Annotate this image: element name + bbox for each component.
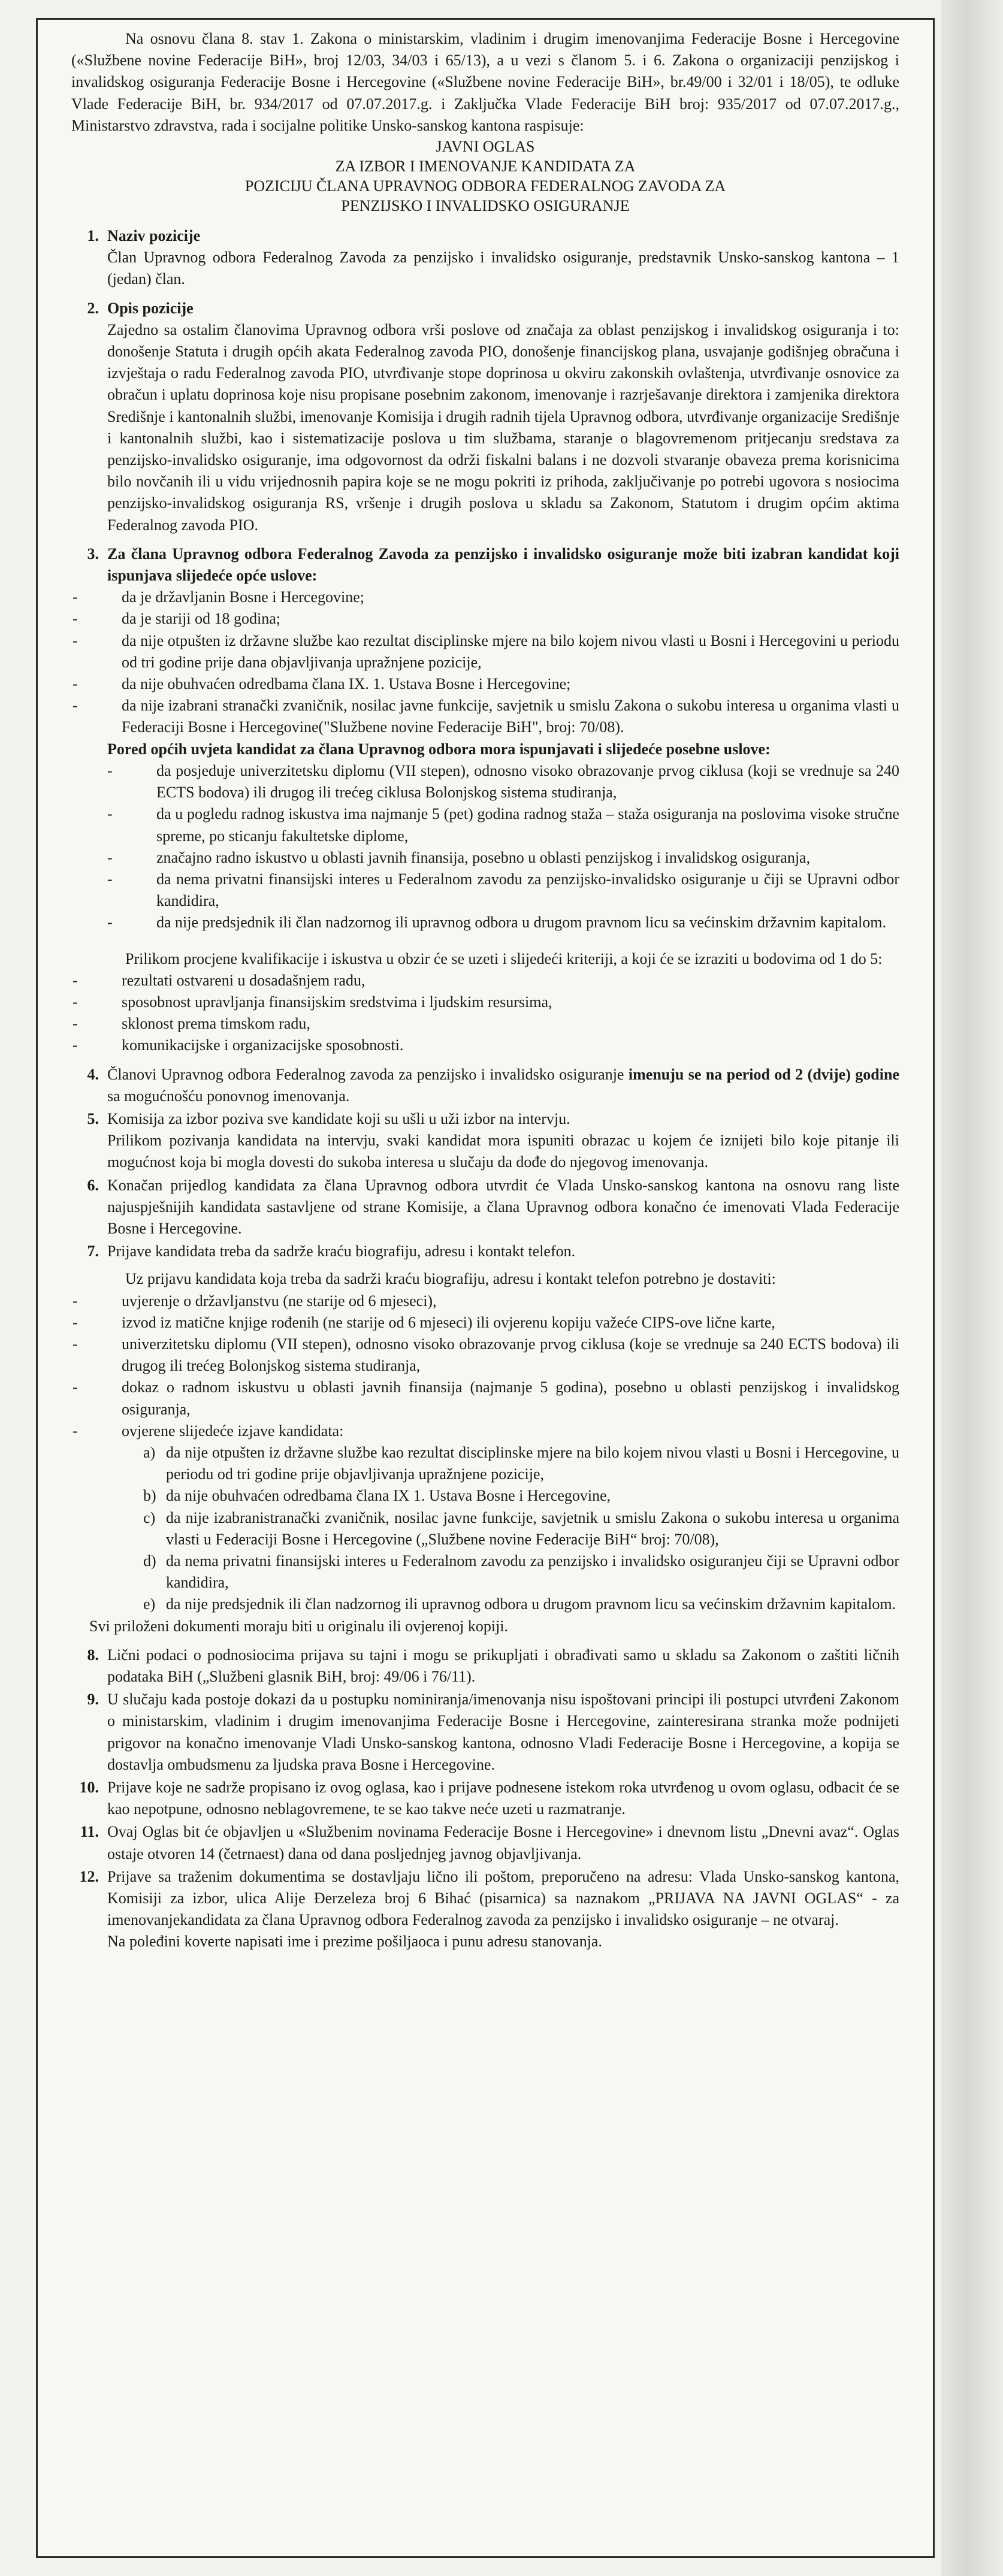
criteria-list (71, 970, 899, 1057)
criteria-intro: Prilikom procjene kvalifikacije i iskustva u obzir će se uzeti i slijedeći kriteriji, a koji će se izraziti u bodovima od 1 do 5: (125, 950, 883, 967)
general-conditions-list (71, 586, 899, 738)
list-item: - da nema privatni finansijski interes u Federalnom zavodu za penzijsko-invalidsko osiguranje u čiji se Upravni odbor kandidira, (107, 870, 899, 910)
statements-list (71, 1442, 899, 1616)
section-text: Na poleđini koverte napisati ime i prezime pošiljaoca i punu adresu stanovanja. (107, 1933, 602, 1951)
section-number: 10. (79, 1779, 99, 1797)
list-item: e) da nije predsjednik ili član nadzornog ili upravnog odbora u drugom pravnom licu sa većinskim državnim kapitalom. (143, 1595, 896, 1613)
list-item: - uvjerenje o državljanstvu (ne starije od 6 mjeseci), (72, 1292, 437, 1310)
list-item: - sklonost prema timskom radu, (72, 1015, 310, 1033)
list-item: - da nije otpušten iz državne službe kao rezultat disciplinske mjere na bilo kojem nivou vlasti u Bosni i Hercegovini u periodu od tri godine prije dana objavljivanja upražnjene pozicije, (72, 631, 899, 671)
list-item: - da je državljanin Bosne i Hercegovine; (72, 588, 365, 606)
section-text: Lični podaci o podnosiocima prijava su tajni i mogu se prikupljati i obrađivati samo u skladu sa Zakonom o zaštiti ličnih podataka BiH („Službeni glasnik BiH, broj: 49/06 i 76/11). (107, 1646, 899, 1686)
closing-note: Svi priloženi dokumenti moraju biti u originalu ili ovjerenoj kopiji. (89, 1617, 509, 1635)
section-number: 12. (79, 1867, 99, 1885)
title-line-4: PENZIJSKO I INVALIDSKO OSIGURANJE (341, 197, 630, 215)
list-item: - da nije predsjednik ili član nadzornog ili upravnog odbora u drugom pravnom licu sa većinskim državnim kapitalom. (107, 914, 887, 932)
section-text: Zajedno sa ostalim članovima Upravnog odbora vrši poslove od značaja za oblast penzijskog i invalidskog osiguranja i to: donošenje Statuta i drugih općih akata Federalnog zavoda PIO, donošenje financijskog plana, usvajanje godišnjeg obračuna i izvještaja o radu Federalnog zavoda PIO, utvrđivanje stope doprinosa u okviru zakonskih ovlaštenja, utvrđivanje osnovice za obračun i uplatu doprinosa koje nisu propisane posebnim zakonom, imenovanje i razrješavanje direktora i zamjenika direktora Središnje i kantonalnih službi, imenovanje Komisija i drugih radnih tijela Upravnog odbora, utvrđivanje organizacije Središnje i kantonalnih službi, kao i sistematizacije poslova u tim službama, staranje o blagovremenom pritjecanju sredstava za penzijsko-invalidsko osiguranje, ima odgovornost da održi fiskalni balans i ne dozvoli stvaranje obaveza prema korisnicima bilo novčanih ili u vidu vrijednosnih papira koje se ne mogu pokriti iz prihoda, zaključivanje po potrebi ugovora s nosiocima penzijsko-invalidskog osiguranja RS, vršenje i drugih poslova u skladu sa Zakonom, Statutom i drugim općim aktima Federalnog zavoda PIO. (107, 321, 899, 534)
section-3 (71, 543, 899, 586)
section-text: Prijave sa traženim dokumentima se dostavljaju lično ili poštom, preporučeno na adresu: Vlada Unsko-sanskog kantona, Komisiji za izbor, ulica Alije Đerzeleza broj 6 Bihać (pisarnica) sa naznakom „PRIJAVA NA JAVNI OGLAS“ - za imenovanjekandidata za člana Upravnog odbora Federalnog zavoda za penzijsko i invalidsko osiguranje – ne otvaraj. (107, 1867, 899, 1929)
list-item: d) da nema privatni finansijski interes u Federalnom zavodu za penzijsko i invalidsko osiguranjeu čiji se Upravni odbor kandidira, (143, 1552, 899, 1592)
title-line-2: ZA IZBOR I IMENOVANJE KANDIDATA ZA (335, 158, 636, 176)
section-heading: Naziv pozicije (107, 227, 201, 245)
section-text: Prijave kandidata treba da sadrže kraću biografiju, adresu i kontakt telefon. (107, 1242, 576, 1260)
section-1 (71, 225, 899, 291)
section-number: 4. (87, 1065, 99, 1083)
section-9 (71, 1689, 899, 1776)
public-notice (36, 18, 935, 2558)
list-item: - da u pogledu radnog iskustva ima najmanje 5 (pet) godina radnog staža – staža osiguranja na poslovima visoke stručne spreme, po sticanju fakultetske diplome, (107, 805, 899, 845)
section-number: 11. (80, 1823, 99, 1841)
intro-paragraph: Na osnovu člana 8. stav 1. Zakona o ministarskim, vladinim i drugim imenovanjima Federacije Bosne i Hercegovine («Službene novine Federacije BiH», broj 12/03, 34/03 i 65/13), a u vezi s članom 5. i 6. Zakona o organizaciji penzijskog i invalidskog osiguranja Federacije Bosne i Hercegovine («Službene novine Federacije BiH», br.49/00 i 32/01 i 18/05), te odluke Vlade Federacije BiH, br. 934/2017 od 07.07.2017.g. i Zaključka Vlade Federacije BiH broj: 935/2017 od 07.07.2017.g., Ministarstvo zdravstva, rada i socijalne politike Unsko-sanskog kantona raspisuje: (71, 30, 899, 134)
section-text: Član Upravnog odbora Federalnog Zavoda za penzijsko i invalidsko osiguranje, predstavnik Unsko-sanskog kantona – 1 (jedan) član. (107, 249, 899, 288)
list-item: - dokaz o radnom iskustvu u oblasti javnih finansija (najmanje 5 godina), posebno u oblasti penzijskog i invalidskog osiguranja, (72, 1378, 899, 1418)
list-item: b) da nije obuhvaćen odredbama člana IX 1. Ustava Bosne i Hercegovine, (143, 1487, 611, 1505)
list-item: - da nije obuhvaćen odredbama člana IX. 1. Ustava Bosne i Hercegovine; (72, 675, 571, 693)
section-text: Članovi Upravnog odbora Federalnog zavoda za penzijsko i invalidsko osiguranje imenuju se na period od 2 (dvije) godine sa mogućnošću ponovnog imenovanja. (107, 1065, 899, 1105)
section-7 (71, 1241, 899, 1262)
section-text: Konačan prijedlog kandidata za člana Upravnog odbora utvrdit će Vlada Unsko-sanskog kantona na osnovu rang liste najuspješnijih kandidata sastavljene od strane Komisije, a člana Upravnog odbora konačno će imenovati Vlada Federacije Bosne i Hercegovine. (107, 1176, 899, 1237)
section-number: 3. (87, 545, 99, 563)
section-8 (71, 1644, 899, 1688)
section-number: 6. (87, 1176, 99, 1194)
section-text: Ovaj Oglas bit će objavljen u «Službenim novinama Federacije Bosne i Hercegovine» i dnevnom listu „Dnevni avaz“. Oglas ostaje otvoren 14 (četrnaest) dana od dana posljednjeg javnog objavljivanja. (107, 1823, 899, 1863)
section-text: Komisija za izbor poziva sve kandidate koji su ušli u uži izbor na intervju. (107, 1109, 570, 1127)
section-text: Prijave koje ne sadrže propisano iz ovog oglasa, kao i prijave podnesene istekom roka utvrđenog u ovom oglasu, odbacit će se kao nepotpune, odnosno neblagovremene, te se kao takve neće uzeti u razmatranje. (107, 1779, 899, 1818)
list-item: - izvod iz matične knjige rođenih (ne starije od 6 mjeseci) ili ovjerenu kopiju važeće CIPS-ove lične karte, (72, 1313, 775, 1331)
list-item: - da posjeduje univerzitetsku diplomu (VII stepen), odnosno visoko obrazovanje prvog ciklusa (koji se vrednuje sa 240 ECTS bodova) ili drugog ili trećeg ciklusa Bolonjskog sistema studiranja, (107, 761, 899, 802)
list-item: - rezultati ostvareni u dosadašnjem radu, (72, 971, 365, 989)
section-number: 9. (87, 1691, 99, 1709)
notice-title (71, 137, 899, 216)
special-conditions-heading: Pored općih uvjeta kandidat za člana Upravnog odbora mora ispunjavati i slijedeće posebne uslove: (107, 740, 771, 758)
title-line-1: JAVNI OGLAS (436, 138, 535, 156)
title-line-3: POZICIJU ČLANA UPRAVNOG ODBORA FEDERALNOG ZAVODA ZA (244, 177, 726, 195)
section-12 (71, 1866, 899, 1953)
section-5 (71, 1108, 899, 1174)
documents-intro: Uz prijavu kandidata koja treba da sadrži kraću biografiju, adresu i kontakt telefon potrebno je dostaviti: (125, 1270, 776, 1288)
section-heading: Za člana Upravnog odbora Federalnog Zavoda za penzijsko i invalidsko osiguranje može biti izabran kandidat koji ispunjava slijedeće opće uslove: (107, 545, 899, 585)
list-item: - univerzitetsku diplomu (VII stepen), odnosno visoko obrazovanje prvog ciklusa (koje se vrednuje sa 240 ECTS bodova) ili drugog ili trećeg Bolonjskog sistema studiranja, (72, 1335, 899, 1375)
section-2 (71, 298, 899, 536)
section-11 (71, 1821, 899, 1864)
list-item: - da je stariji od 18 godina; (72, 610, 281, 628)
section-text: U slučaju kada postoje dokazi da u postupku nominiranja/imenovanja nisu ispoštovani principi ili postupci utvrđeni Zakonom o ministarskim, vladinim i drugim imenovanjima Federacije Bosne i Hercegovine, zainteresirana stranka može podnijeti prigovor na konačno imenovanje Vladi Unsko-sanskog kantona, odnosno Vladi Federacije Bosne i Hercegovine, a kopija se dostavlja ombudsmenu za ljudska prava Bosne i Hercegovine. (107, 1691, 899, 1773)
section-number: 2. (87, 299, 99, 317)
section-4 (71, 1064, 899, 1107)
list-item: - komunikacijske i organizacijske sposobnosti. (72, 1036, 404, 1054)
special-conditions-list (71, 760, 899, 934)
list-item: - ovjerene slijedeće izjave kandidata: (72, 1422, 344, 1440)
section-number: 1. (87, 227, 99, 245)
documents-list (71, 1290, 899, 1442)
section-10 (71, 1777, 899, 1820)
list-item: - da nije izabrani stranački zvaničnik, nosilac javne funkcije, savjetnik u smislu Zakona o sukobu interesa u organima vlasti u Federaciji Bosne i Hercegovine("Službene novine Federacije BiH", broj: 70/08). (72, 697, 899, 736)
scan-margin (941, 0, 1003, 2576)
section-number: 7. (87, 1242, 99, 1260)
list-item: a) da nije otpušten iz državne službe kao rezultat disciplinske mjere na bilo kojem nivou vlasti u Bosni i Hercegovine, u periodu od tri godine prije objavljivanja upražnjene pozicije, (143, 1443, 899, 1483)
section-6 (71, 1175, 899, 1240)
list-item: c) da nije izabranistranački zvaničnik, nosilac javne funkcije, savjetnik u smislu Zakona o sukobu interesa u organima vlasti u Federaciji Bosne i Hercegovine („Službene novine Federacije BiH“ broj: 70/08), (143, 1508, 899, 1548)
section-number: 5. (87, 1109, 99, 1127)
list-item: - sposobnost upravljanja finansijskim sredstvima i ljudskim resursima, (72, 993, 552, 1011)
section-text: Prilikom pozivanja kandidata na intervju, svaki kandidat mora ispuniti obrazac u kojem će iznijeti bilo koje pitanje ili mogućnost koja bi mogla dovesti do sukoba interesa u slučaju da dođe do njegovog imenovanja. (107, 1132, 899, 1171)
section-number: 8. (87, 1646, 99, 1664)
section-heading: Opis pozicije (107, 299, 194, 317)
list-item: - značajno radno iskustvo u oblasti javnih finansija, posebno u oblasti penzijskog i invalidskog osiguranja, (107, 848, 811, 866)
